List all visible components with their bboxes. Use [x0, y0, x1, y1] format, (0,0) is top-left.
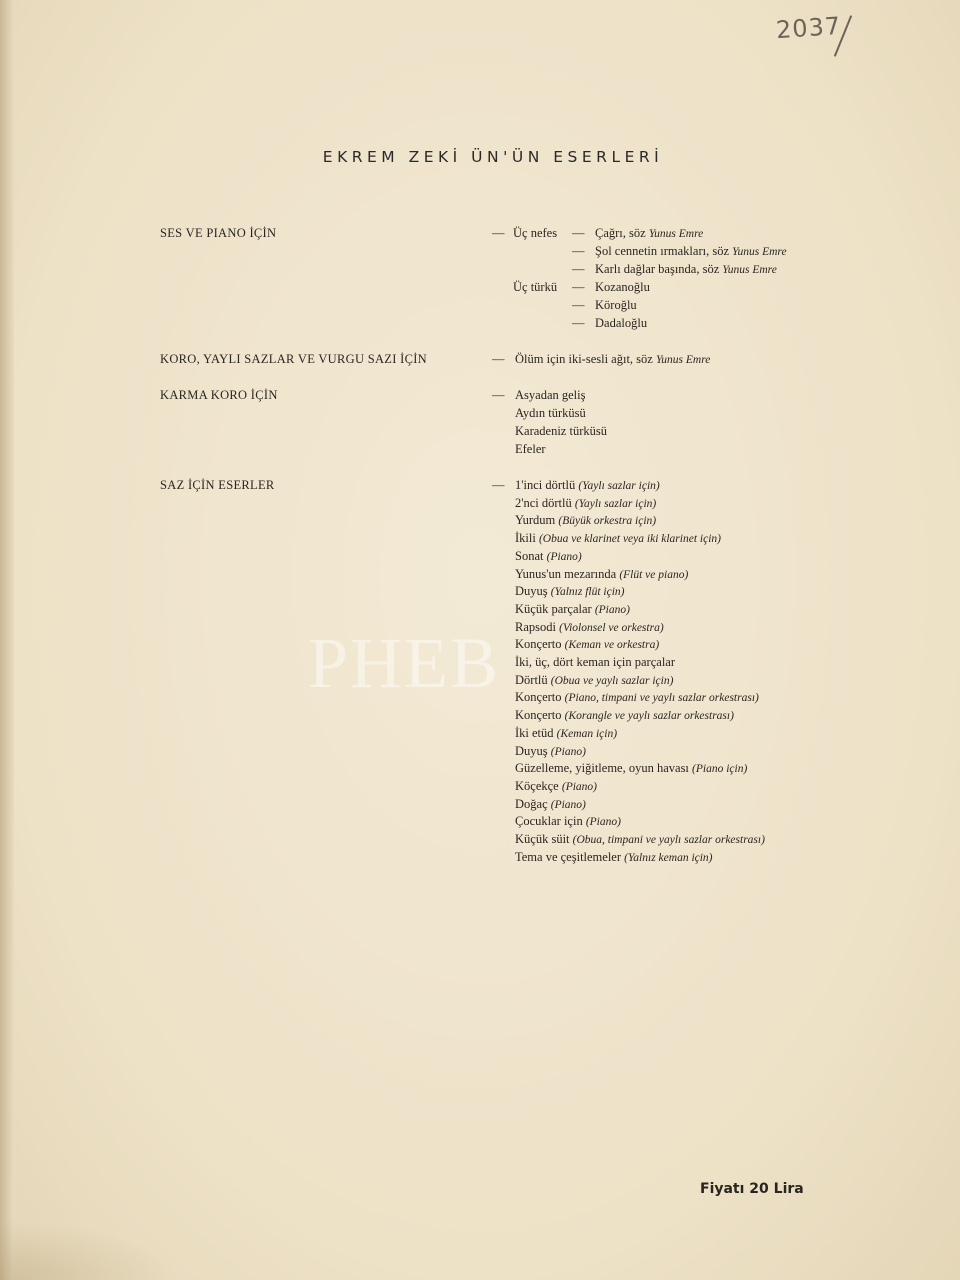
section-label-koro-yayli: KORO, YAYLI SAZLAR VE VURGU SAZI İÇİN [160, 352, 428, 366]
price-label: Fiyatı 20 Lira [700, 1181, 804, 1197]
work-title: 2'nci dörtlü [515, 495, 572, 510]
work-title: Dörtlü [515, 672, 548, 687]
koro-yayli-item [515, 352, 710, 367]
work-title: İkili [515, 531, 536, 546]
saz-work-item [515, 814, 621, 829]
instrumentation-note: (Obua, timpani ve yaylı sazlar orkestrası) [572, 834, 765, 846]
instrumentation-note: (Piano) [550, 745, 586, 758]
section-dash: — [492, 226, 505, 240]
saz-work-item [515, 496, 656, 511]
work-title: Doğaç [515, 796, 548, 811]
section-label-karma-koro: KARMA KORO İÇİN [160, 388, 278, 402]
work-title: Yunus'un mezarında [515, 566, 617, 581]
watermark: PHEB [308, 623, 501, 703]
saz-work-item [515, 549, 582, 564]
section-dash: — [492, 352, 505, 366]
instrumentation-note: (Büyük orkestra için) [558, 515, 657, 528]
work-title: Konçerto [515, 708, 562, 723]
work-title: Küçük süit [515, 832, 570, 846]
instrumentation-note: (Keman ve orkestra) [564, 639, 660, 652]
instrumentation-note: (Korangle ve yaylı sazlar orkestrası) [564, 710, 734, 723]
work-title: Sonat [515, 548, 544, 563]
saz-work-item [515, 584, 624, 599]
instrumentation-note: (Piano için) [692, 763, 748, 776]
uc-turku-item: Dadaloğlu [595, 316, 648, 330]
saz-work-item [515, 513, 656, 528]
instrumentation-note: (Piano) [585, 816, 621, 829]
work-title: 1'inci dörtlü [515, 478, 576, 492]
saz-work-item [515, 726, 617, 741]
uc-nefes-item [595, 244, 787, 259]
instrumentation-note: (Yalnız flüt için) [550, 586, 625, 599]
karma-koro-item: Asyadan geliş [515, 388, 586, 402]
instrumentation-note: (Piano) [561, 780, 597, 793]
karma-koro-item: Karadeniz türküsü [515, 424, 607, 438]
instrumentation-note: (Obua ve klarinet veya iki klarinet için) [538, 533, 721, 546]
work-title: Köçekçe [515, 778, 559, 793]
saz-work-item [515, 620, 664, 635]
work-title: Şol cennetin ırmakları, söz [595, 244, 733, 258]
lyricist: Yunus Emre [722, 264, 777, 276]
saz-work-item [515, 779, 597, 794]
instrumentation-note: (Flüt ve piano) [619, 568, 689, 581]
lyricist: Yunus Emre [655, 354, 711, 366]
saz-work-item [515, 673, 673, 688]
item-dash: — [572, 244, 585, 258]
work-title: Duyuş [515, 743, 548, 758]
work-title: İki etüd [515, 725, 554, 740]
instrumentation-note: (Piano, timpani ve yaylı sazlar orkestrası) [564, 692, 759, 705]
saz-work-item [515, 478, 660, 493]
work-title: Duyuş [515, 584, 548, 599]
work-title: Çocuklar için [515, 814, 583, 829]
uc-turku-item: Köroğlu [595, 298, 637, 312]
saz-work-item [515, 850, 713, 865]
saz-work-item [515, 690, 759, 705]
work-title: Konçerto [515, 690, 562, 705]
paper-stain [0, 1220, 180, 1280]
work-title: Küçük parçalar [515, 601, 592, 616]
item-dash: — [572, 298, 585, 312]
work-title: Karlı dağlar başında, söz [595, 262, 723, 276]
instrumentation-note: (Yaylı sazlar için) [574, 497, 657, 510]
work-title: Ölüm için iki-sesli ağıt, söz [515, 352, 656, 366]
karma-koro-item: Efeler [515, 442, 546, 456]
karma-koro-item: Aydın türküsü [515, 406, 586, 420]
saz-work-item [515, 832, 765, 847]
item-dash: — [572, 280, 585, 294]
instrumentation-note: (Piano) [550, 798, 586, 811]
lyricist: Yunus Emre [732, 246, 787, 258]
work-title: Konçerto [515, 637, 562, 652]
saz-work-item [515, 744, 586, 759]
saz-work-item [515, 797, 586, 812]
saz-work-item [515, 708, 734, 723]
work-title: Tema ve çeşitlemeler [515, 849, 622, 864]
section-label-saz: SAZ İÇİN ESERLER [160, 478, 275, 492]
uc-nefes-item [595, 262, 777, 277]
instrumentation-note: (Keman için) [556, 727, 618, 740]
instrumentation-note: (Yaylı sazlar için) [578, 480, 660, 492]
uc-turku-label: Üç türkü [513, 280, 558, 294]
inventory-number: 2037 [775, 11, 842, 45]
uc-nefes-label: Üç nefes [513, 226, 558, 240]
saz-work-item [515, 637, 659, 652]
section-dash: — [492, 478, 505, 492]
saz-work-item [515, 602, 630, 617]
work-title: Çağrı, söz [595, 226, 649, 240]
saz-work-item [515, 655, 675, 670]
saz-work-item [515, 531, 721, 546]
section-label-ses-piano: SES VE PIANO İÇİN [160, 226, 277, 240]
instrumentation-note: (Piano) [594, 603, 630, 616]
saz-work-item [515, 761, 747, 776]
uc-nefes-item [595, 226, 703, 241]
item-dash: — [572, 226, 585, 240]
lyricist: Yunus Emre [648, 228, 704, 240]
page-title: EKREM ZEKİ ÜN'ÜN ESERLERİ [322, 148, 664, 166]
instrumentation-note: (Violonsel ve orkestra) [559, 621, 664, 634]
work-title: İki, üç, dört keman için parçalar [515, 655, 675, 669]
saz-work-item [515, 567, 688, 582]
section-dash: — [492, 388, 505, 402]
item-dash: — [572, 262, 585, 276]
work-title: Yurdum [515, 513, 556, 528]
work-title: Rapsodi [515, 619, 556, 634]
instrumentation-note: (Obua ve yaylı sazlar için) [550, 674, 674, 687]
uc-turku-item: Kozanoğlu [595, 280, 650, 294]
item-dash: — [572, 316, 585, 330]
instrumentation-note: (Yalnız keman için) [624, 851, 713, 864]
instrumentation-note: (Piano) [546, 550, 582, 563]
work-title: Güzelleme, yiğitleme, oyun havası [515, 761, 689, 776]
paper-edge [0, 0, 14, 1280]
